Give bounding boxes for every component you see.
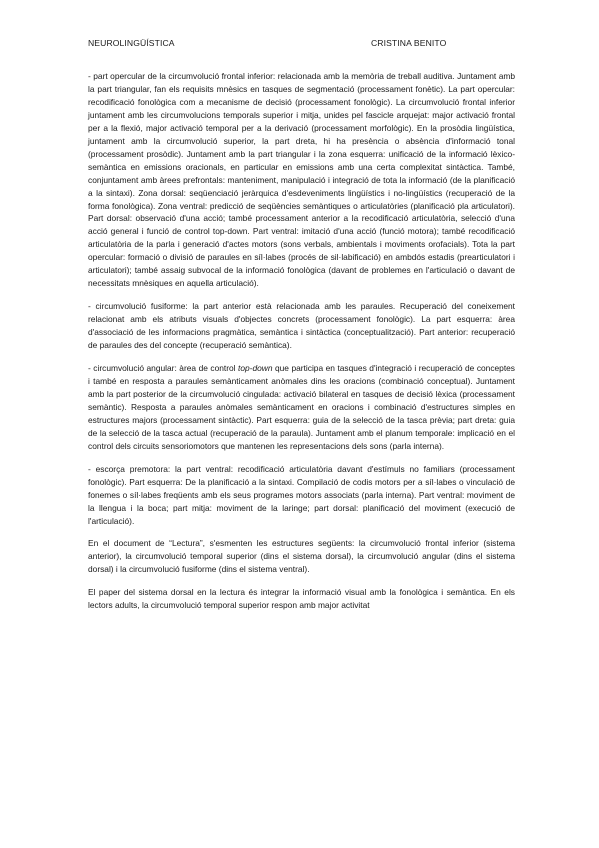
header-author: CRISTINA BENITO xyxy=(371,38,447,48)
paragraph-dorsal-system: El paper del sistema dorsal en la lectura és integrar la informació visual amb la fonològica i semàntica. En els lectors adults, la circumvolució temporal superior respon amb major activitat xyxy=(88,587,515,611)
paragraph-angular xyxy=(88,362,515,453)
paragraph-angular-rest: que participa en tasques d'integració i recuperació de conceptes i també en resposta a paraules semànticament anòmales dins les oracions (combinació conceptual). Juntament amb la part posterior de la circumvolució cingulada: activació bilateral en tasques de decisió lèxica (processament semàntic). Resposta a paraules anòmales semànticament en oracions i combinació d'estructures simples en estructures majors (processament sintàctic). Part esquerra: guia de la selecció de la tasca prèvia; part dreta: guia de la selecció de la tasca actual (recuperació de la paraula). Juntament amb el planum temporale: implicació en el control dels circuits sensoriomotors que mantenen les representacions dels sons (parla interna). xyxy=(88,363,515,451)
document-body xyxy=(88,70,515,622)
paragraph-frontal-inferior: - part opercular de la circumvolució frontal inferior: relacionada amb la memòria de treball auditiva. Juntament amb la part triangular, fan els requisits mnèsics en tasques de segmentació (processament fonètic). La part opercular: recodificació fonològica com a mecanisme de decisió (processament fonològic). La circumvolució frontal inferior juntament amb les circumvolucions temporals superior i mitja, unides pel fascicle arquejat: major activació frontal per a la flexió, major activació temporal per a la derivació (processament morfològic). En la prosòdia lingüística, juntament amb la circumvolució superior, la part dreta, hi ha presència o absència d'informació tonal (processament prosòdic). Juntament amb la part triangular i la zona esquerra: unificació de la informació lèxico-semàntica en emissions oracionals, en particular en emissions amb una certa complexitat sintàctica. També, conjuntament amb àrees prefrontals: manteniment, manipulació i integració de tota la informació (de la planificació a la sintaxi). Zona dorsal: seqüenciació jeràrquica d'esdeveniments lingüístics i no-lingüístics (recuperació de la forma fonològica). Zona ventral: predicció de seqüències semàntiques o articulatòries (planificació pla articulatori). Part dorsal: observació d'una acció; també processament anterior a la recodificació articulatòria, selecció d'una acció general i funció de control top-down. Part ventral: imitació d'una acció (funció motora); també recodificació articulatòria de la parla i generació d'actes motors (sons verbals, ambientals i moviments orofacials). Tota la part opercular: formació o divisió de paraules en síl·labes (procés de sil·labificació) en ambdós estadis (prearticulatori i articulatori); també assaig subvocal de la informació fonològica (davant de problemes en l'articulació o davant de necessitats mnèsiques en aquella articulació). xyxy=(88,71,515,289)
paragraph-premotor: - escorça premotora: la part ventral: recodificació articulatòria davant d'estímuls no familiars (processament fonològic). Part esquerra: De la planificació a la sintaxi. Compilació de codis motors per a síl·labes o vinculació de fonemes o síl·labes freqüents amb els seus programes motors associats (parla interna). Part ventral: moviment de la llengua i la boca; part mitja: moviment de la laringe; part dorsal: planificació del moviment (execució de l'articulació). xyxy=(88,463,515,526)
header-subject: NEUROLINGÜÍSTICA xyxy=(88,38,175,48)
paragraph-reading-structures: En el document de “Lectura”, s'esmenten les estructures següents: la circumvolució frontal inferior (sistema anterior), la circumvolució temporal superior (dins el sistema dorsal), la circumvolució angular (dins el sistema dorsal) i la circumvolució fusiforme (dins el sistema ventral). xyxy=(88,538,515,575)
paragraph-fusiform: - circumvolució fusiforme: la part anterior està relacionada amb les paraules. Recuperació del coneixement relacionat amb els atributs visuals d'objectes concrets (processament fonològic). La part esquerra: àrea d'associació de les informacions pragmàtica, semàntica i sintàctica (conceptualització). Part anterior: recuperació de paraules des del concepte (recuperació semàntica). xyxy=(88,301,515,351)
emphasis-top-down: top-down xyxy=(238,363,273,374)
paragraph-angular-start: - circumvolució angular: àrea de control xyxy=(88,363,239,374)
